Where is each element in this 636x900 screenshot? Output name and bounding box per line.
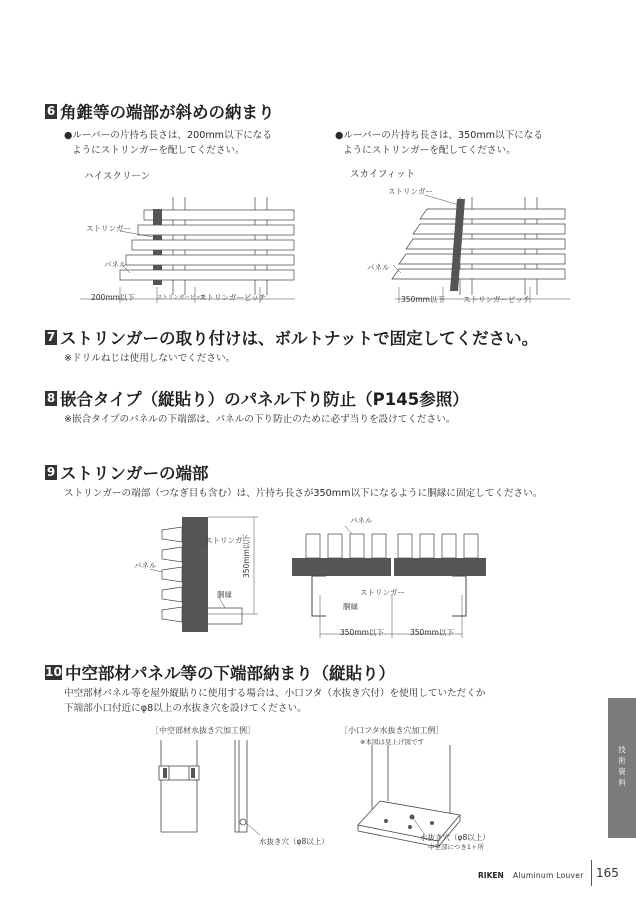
stringer-end-front-stringer-label: ストリンガー	[360, 588, 405, 597]
left-product-name: ハイスクリーン	[84, 171, 151, 182]
footer-divider	[591, 860, 592, 886]
side-tab-char: 資	[618, 767, 626, 776]
stringer-end-panel-label: パネル	[134, 561, 157, 570]
section-number: 8	[46, 390, 56, 405]
footer-brand: RIKEN	[478, 871, 504, 880]
stringer-end-front-furring-label: 胴縁	[343, 602, 358, 611]
hi-screen-pitch-dim: ストリンガーピッチ	[199, 293, 267, 302]
stringer-end-front-dim-left: 350mm以下	[340, 628, 384, 637]
stringer-end-vertical-dim: 350mm以下	[242, 534, 251, 578]
section-title: 嵌合タイプ（縦貼り）のパネル下り防止（P145参照）	[60, 390, 469, 409]
hi-screen-panel-label: パネル	[104, 260, 127, 269]
right-note-line2: ようにストリンガーを配してください。	[343, 145, 516, 156]
left-note-line2: ようにストリンガーを配してください。	[72, 145, 245, 156]
hi-screen-stringer-label: ストリンガー	[86, 224, 131, 233]
side-tab-technical-data	[608, 698, 636, 838]
end-cap-hole-sub: 中空部につき1ヶ所	[428, 843, 485, 851]
section-8-note: ※嵌合タイプのパネルの下端部は、パネルの下り防止のために必ず当りを設けてください。	[64, 414, 456, 425]
section-9-heading	[45, 460, 209, 484]
section-7-heading	[45, 325, 538, 349]
footer-brand-sub: Aluminum Louver	[513, 871, 584, 880]
right-product-name: スカイフィット	[350, 169, 416, 180]
page-number: 165	[596, 866, 619, 880]
side-tab-char: 料	[618, 778, 626, 787]
hollow-drain-caption: ［中空部材水抜き穴加工例］	[151, 726, 255, 735]
section-title: 角錐等の端部が斜めの納まり	[60, 103, 275, 122]
sky-fit-stringer-label: ストリンガー	[388, 187, 433, 196]
hi-screen-cantilever-dim: 200mm以下	[91, 293, 135, 302]
stringer-end-stringer-label: ストリンガー	[205, 536, 250, 545]
section-title: 中空部材パネル等の下端部納まり（縦貼り）	[65, 664, 395, 683]
stringer-end-front-panel-label: パネル	[350, 516, 373, 525]
section-title: ストリンガーの端部	[60, 464, 209, 483]
section-number: 6	[46, 103, 56, 118]
hollow-drain-diagram	[155, 740, 275, 840]
section-9-note: ストリンガーの端部（つなぎ目も含む）は、片持ち長さが350mm以下になるように胴縁に固定してください。	[64, 488, 543, 499]
section-number: 10	[45, 664, 62, 679]
section-number: 7	[46, 329, 56, 344]
sky-fit-diagram	[365, 195, 575, 310]
right-note-line1: ●ルーバーの片持ち長さは、350mm以下になる	[335, 130, 543, 141]
stringer-end-side-diagram	[150, 512, 270, 647]
stringer-end-front-dim-right: 350mm以下	[410, 628, 454, 637]
section-6-heading	[45, 99, 275, 123]
sky-fit-pitch-dim: ストリンガーピッチ	[463, 295, 531, 304]
section-title: ストリンガーの取り付けは、ボルトナットで固定してください。	[60, 329, 539, 348]
stringer-end-furring-label: 胴縁	[217, 590, 232, 599]
hollow-drain-hole-label: 水抜き穴（φ8以上）	[259, 837, 329, 846]
left-note-line1: ●ルーバーの片持ち長さは、200mm以下になる	[64, 130, 272, 141]
section-number: 9	[46, 464, 56, 479]
side-tab-char: 技	[618, 745, 626, 754]
end-cap-hole-label: 水抜き穴（φ8以上）	[420, 833, 490, 842]
stringer-end-front-diagram	[290, 520, 490, 645]
section-10-note-line2: 下端部小口付近にφ8以上の水抜き穴を設けてください。	[64, 703, 307, 714]
section-8-heading	[45, 386, 469, 410]
side-tab-char: 術	[618, 756, 626, 765]
hi-screen-pitch-small-dim: ストリンガーピッチ	[157, 295, 207, 301]
section-10-heading	[45, 660, 395, 684]
end-cap-bottom-view-note: ※本図は見上げ図です	[360, 738, 424, 746]
section-7-note: ※ドリルねじは使用しないでください。	[64, 353, 236, 364]
end-cap-drain-caption: ［小口フタ水抜き穴加工例］	[340, 726, 444, 735]
section-10-note-line1: 中空部材パネル等を屋外縦貼りに使用する場合は、小口フタ（水抜き穴付）を使用していただくか	[64, 688, 486, 699]
sky-fit-cantilever-dim: 350mm以下	[401, 295, 445, 304]
sky-fit-panel-label: パネル	[367, 263, 390, 272]
